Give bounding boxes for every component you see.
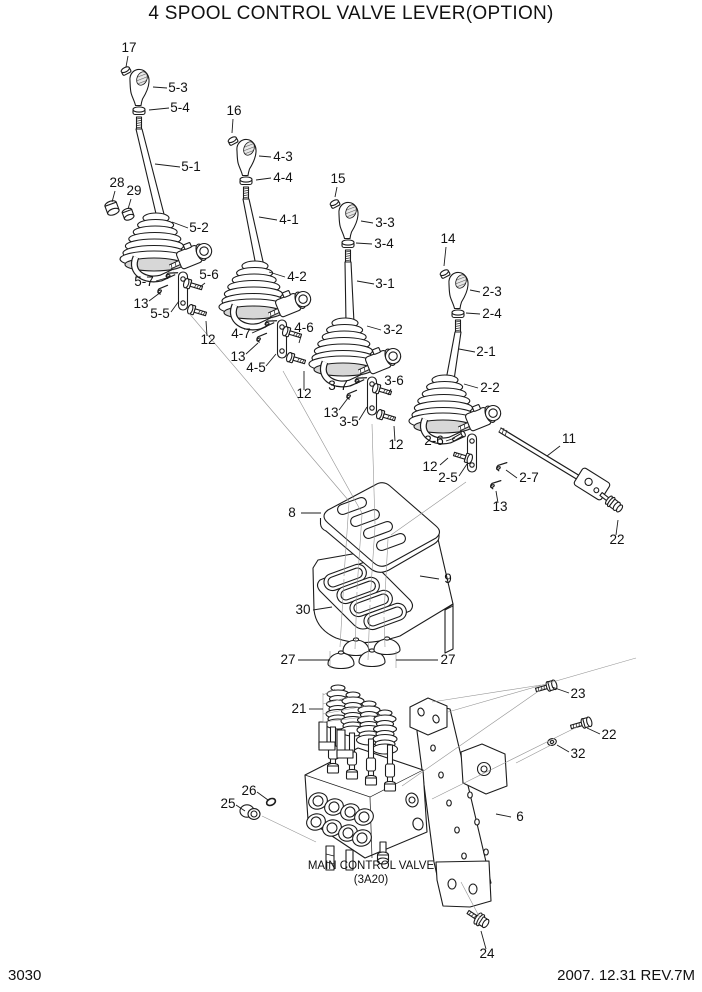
callout-3-2: 3-2 [383, 322, 403, 337]
callout-2-6: 2-6 [424, 433, 444, 448]
lever-assemblies [120, 66, 508, 490]
callout-21: 21 [291, 701, 307, 716]
callout-leader [259, 156, 271, 157]
callout-4-7: 4-7 [231, 326, 251, 341]
callout-5-1: 5-1 [181, 159, 201, 174]
loose-nut [227, 136, 238, 146]
callout-4-2: 4-2 [287, 269, 307, 284]
callout-leader [257, 792, 268, 800]
callout-30: 30 [295, 602, 311, 617]
callout-4-4: 4-4 [273, 170, 293, 185]
loose-nut [120, 66, 131, 76]
callout-leader [172, 222, 188, 228]
lever-knob [339, 202, 359, 238]
loose-nut [329, 199, 340, 209]
callout-27: 27 [440, 652, 456, 667]
callout-leader [155, 164, 180, 167]
main-control-valve [240, 722, 434, 886]
callout-leader [459, 349, 475, 352]
callout-5-5: 5-5 [150, 306, 170, 321]
callout-22: 22 [609, 532, 625, 547]
callout-5-7: 5-7 [134, 274, 154, 289]
callout-2-7: 2-7 [519, 470, 539, 485]
callout-leader [444, 247, 446, 266]
callout-13: 13 [230, 349, 246, 364]
callout-29: 29 [126, 183, 142, 198]
lever-shaft [136, 129, 165, 218]
callout-15: 15 [330, 171, 346, 186]
lever-shaft [345, 262, 354, 323]
callout-13: 13 [492, 499, 508, 514]
callout-13: 13 [323, 405, 339, 420]
rod-bolt [598, 490, 625, 514]
callout-16: 16 [226, 103, 242, 118]
callout-5-3: 5-3 [168, 80, 188, 95]
callout-3-6: 3-6 [384, 373, 404, 388]
callout-leader [459, 464, 467, 476]
lever-knob [130, 69, 150, 105]
callout-2-3: 2-3 [482, 284, 502, 299]
callout-2-5: 2-5 [438, 470, 458, 485]
callout-2-4: 2-4 [482, 306, 502, 321]
callout-26: 26 [241, 783, 257, 798]
callout-leader [361, 221, 373, 223]
loose-nut [439, 269, 450, 279]
callout-27: 27 [280, 652, 296, 667]
callout-28: 28 [109, 175, 125, 190]
o-ring [265, 797, 276, 807]
callout-leader [339, 398, 348, 410]
callout-leader [128, 199, 131, 209]
callout-13: 13 [133, 296, 149, 311]
page-number: 3030 [8, 967, 42, 984]
callout-4-1: 4-1 [279, 212, 299, 227]
spring-pin [495, 461, 508, 471]
lever-shaft [243, 199, 264, 266]
lever-knob [237, 139, 257, 175]
callout-12: 12 [422, 459, 438, 474]
bolt [376, 409, 397, 424]
callout-leader [464, 384, 478, 388]
callout-leader [587, 728, 600, 734]
callout-3-5: 3-5 [339, 414, 359, 429]
bolt [286, 352, 307, 367]
callout-5-4: 5-4 [170, 100, 190, 115]
callout-leader [359, 407, 367, 420]
lever-assembly [409, 269, 508, 490]
callout-12: 12 [296, 386, 312, 401]
callout-leader [149, 292, 161, 301]
callout-leader [232, 119, 233, 133]
callout-3-4: 3-4 [374, 236, 394, 251]
callout-leader [149, 108, 169, 110]
revision-date: 2007. 12.31 REV.7M [557, 967, 695, 984]
page-title: 4 SPOOL CONTROL VALVE LEVER(OPTION) [148, 3, 554, 24]
callout-14: 14 [440, 231, 456, 246]
callout-leader [496, 814, 511, 817]
callout-8: 8 [288, 505, 296, 520]
lever-assembly [309, 199, 403, 424]
callout-4-6: 4-6 [294, 320, 314, 335]
spring-pin [256, 332, 269, 343]
valve-caption-line2: (3A20) [353, 874, 389, 886]
callout-3-1: 3-1 [375, 276, 395, 291]
callout-leader [335, 187, 337, 197]
callout-11: 11 [561, 431, 577, 446]
callout-4-5: 4-5 [246, 360, 266, 375]
callout-9: 9 [444, 571, 452, 586]
callout-25: 25 [220, 796, 236, 811]
callout-leader [153, 87, 167, 88]
spring-pin [157, 284, 170, 295]
callout-22: 22 [601, 727, 617, 742]
valve-caption-line1: MAIN CONTROL VALVE [307, 860, 435, 872]
callout-leader [547, 446, 560, 456]
callout-leader [266, 354, 276, 366]
callout-leader [246, 343, 258, 354]
callout-leader [256, 178, 271, 180]
callout-23: 23 [570, 686, 586, 701]
callout-12: 12 [388, 437, 404, 452]
callout-2-1: 2-1 [476, 344, 496, 359]
callout-4-3: 4-3 [273, 149, 293, 164]
callout-leader [171, 301, 179, 312]
callout-leader [259, 217, 277, 220]
callout-leader [357, 281, 374, 284]
callout-5-6: 5-6 [199, 267, 219, 282]
callout-leader [506, 470, 517, 478]
callout-3-7: 3-7 [328, 378, 348, 393]
callout-6: 6 [516, 809, 524, 824]
callout-32: 32 [570, 746, 586, 761]
callout-leader [440, 458, 448, 465]
callout-leader [367, 326, 381, 330]
lever-shaft [446, 332, 461, 380]
bellows [373, 710, 398, 754]
bushing-29 [121, 207, 134, 221]
callout-leader [126, 56, 128, 67]
callout-leader [356, 243, 372, 244]
drain-plug [240, 805, 260, 820]
callout-24: 24 [479, 946, 495, 961]
bolt [187, 304, 208, 319]
callout-leader [466, 313, 480, 314]
callout-17: 17 [121, 40, 137, 55]
foot-bolt-24 [465, 907, 492, 930]
lever-knob [449, 272, 469, 308]
spring-pin [489, 479, 502, 489]
callout-5-2: 5-2 [189, 220, 209, 235]
callout-3-3: 3-3 [375, 215, 395, 230]
callout-2-2: 2-2 [480, 380, 500, 395]
callout-12: 12 [200, 332, 216, 347]
spool-bellows [326, 685, 398, 754]
washer-32 [547, 738, 557, 747]
callout-leader [557, 745, 569, 752]
callout-leader [470, 290, 480, 292]
